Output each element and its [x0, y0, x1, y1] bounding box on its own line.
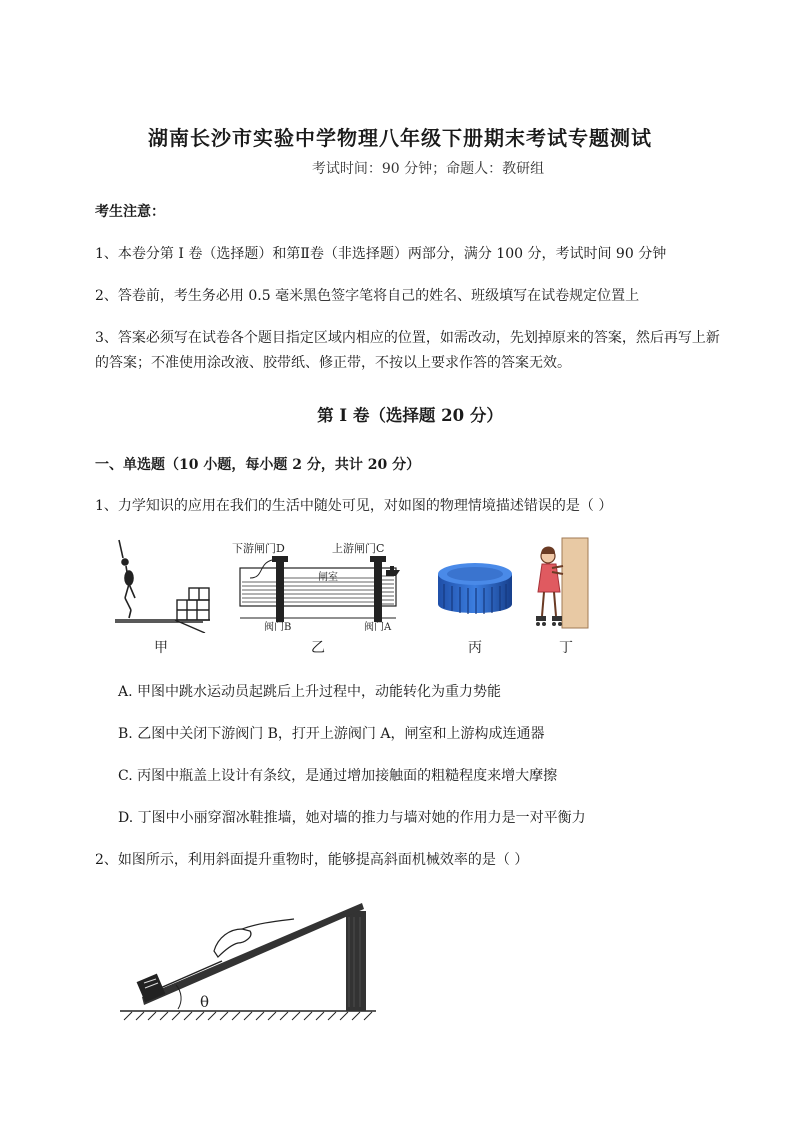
caption-ding: 丁 [559, 640, 573, 656]
question-1-stem: 1、力学知识的应用在我们的生活中随处可见，对如图的物理情境描述错误的是（ ） [95, 498, 613, 514]
notice-item-3: 3、答案必须写在试卷各个题目指定区域内相应的位置，如需改动，先划掉原来的答案，然后再写上新 [95, 330, 720, 346]
question-1-option-a[interactable]: A. 甲图中跳水运动员起跳后上升过程中，动能转化为重力势能 [118, 684, 502, 700]
label-chamber: 闸室 [318, 572, 338, 583]
ship-lock-figure [228, 538, 408, 633]
notice-item-2: 2、答卷前，考生务必用 0.5 毫米黑色签字笔将自己的姓名、班级填写在试卷规定位置上 [95, 288, 640, 304]
notice-heading: 考生注意： [95, 204, 165, 220]
inclined-plane-figure [118, 893, 380, 1028]
label-valve-a: 阀门A [364, 622, 392, 633]
section-title: 第 I 卷（选择题 20 分） [317, 406, 503, 425]
question-1-option-d[interactable]: D. 丁图中小丽穿溜冰鞋推墙，她对墙的推力与墙对她的作用力是一对平衡力 [118, 810, 586, 826]
notice-item-1: 1、本卷分第 I 卷（选择题）和第Ⅱ卷（非选择题）两部分，满分 100 分，考试时间 90 分钟 [95, 246, 667, 262]
caption-bing: 丙 [468, 640, 482, 656]
caption-jia: 甲 [154, 640, 168, 656]
label-gate-d: 下游闸门D [232, 542, 285, 555]
notice-item-3-cont: 的答案；不准使用涂改液、胶带纸、修正带，不按以上要求作答的答案无效。 [95, 355, 571, 371]
angle-label: θ [200, 993, 210, 1011]
caption-yi: 乙 [311, 640, 325, 656]
question-1-option-c[interactable]: C. 丙图中瓶盖上设计有条纹，是通过增加接触面的粗糙程度来增大摩擦 [118, 768, 558, 784]
diver-figure [105, 538, 215, 633]
question-2-stem: 2、如图所示，利用斜面提升重物时，能够提高斜面机械效率的是（ ） [95, 852, 529, 868]
label-gate-c: 上游闸门C [332, 542, 385, 555]
label-valve-b: 阀门B [264, 622, 292, 633]
girl-pushing-wall-figure [532, 536, 592, 632]
page-title: 湖南长沙市实验中学物理八年级下册期末考试专题测试 [148, 126, 652, 150]
question-1-option-b[interactable]: B. 乙图中关闭下游阀门 B，打开上游阀门 A，闸室和上游构成连通器 [118, 726, 545, 742]
bottle-cap-figure [434, 558, 516, 622]
section-heading: 一、单选题（10 小题，每小题 2 分，共计 20 分） [95, 457, 421, 473]
exam-info: 考试时间：90 分钟；命题人：教研组 [311, 161, 545, 177]
